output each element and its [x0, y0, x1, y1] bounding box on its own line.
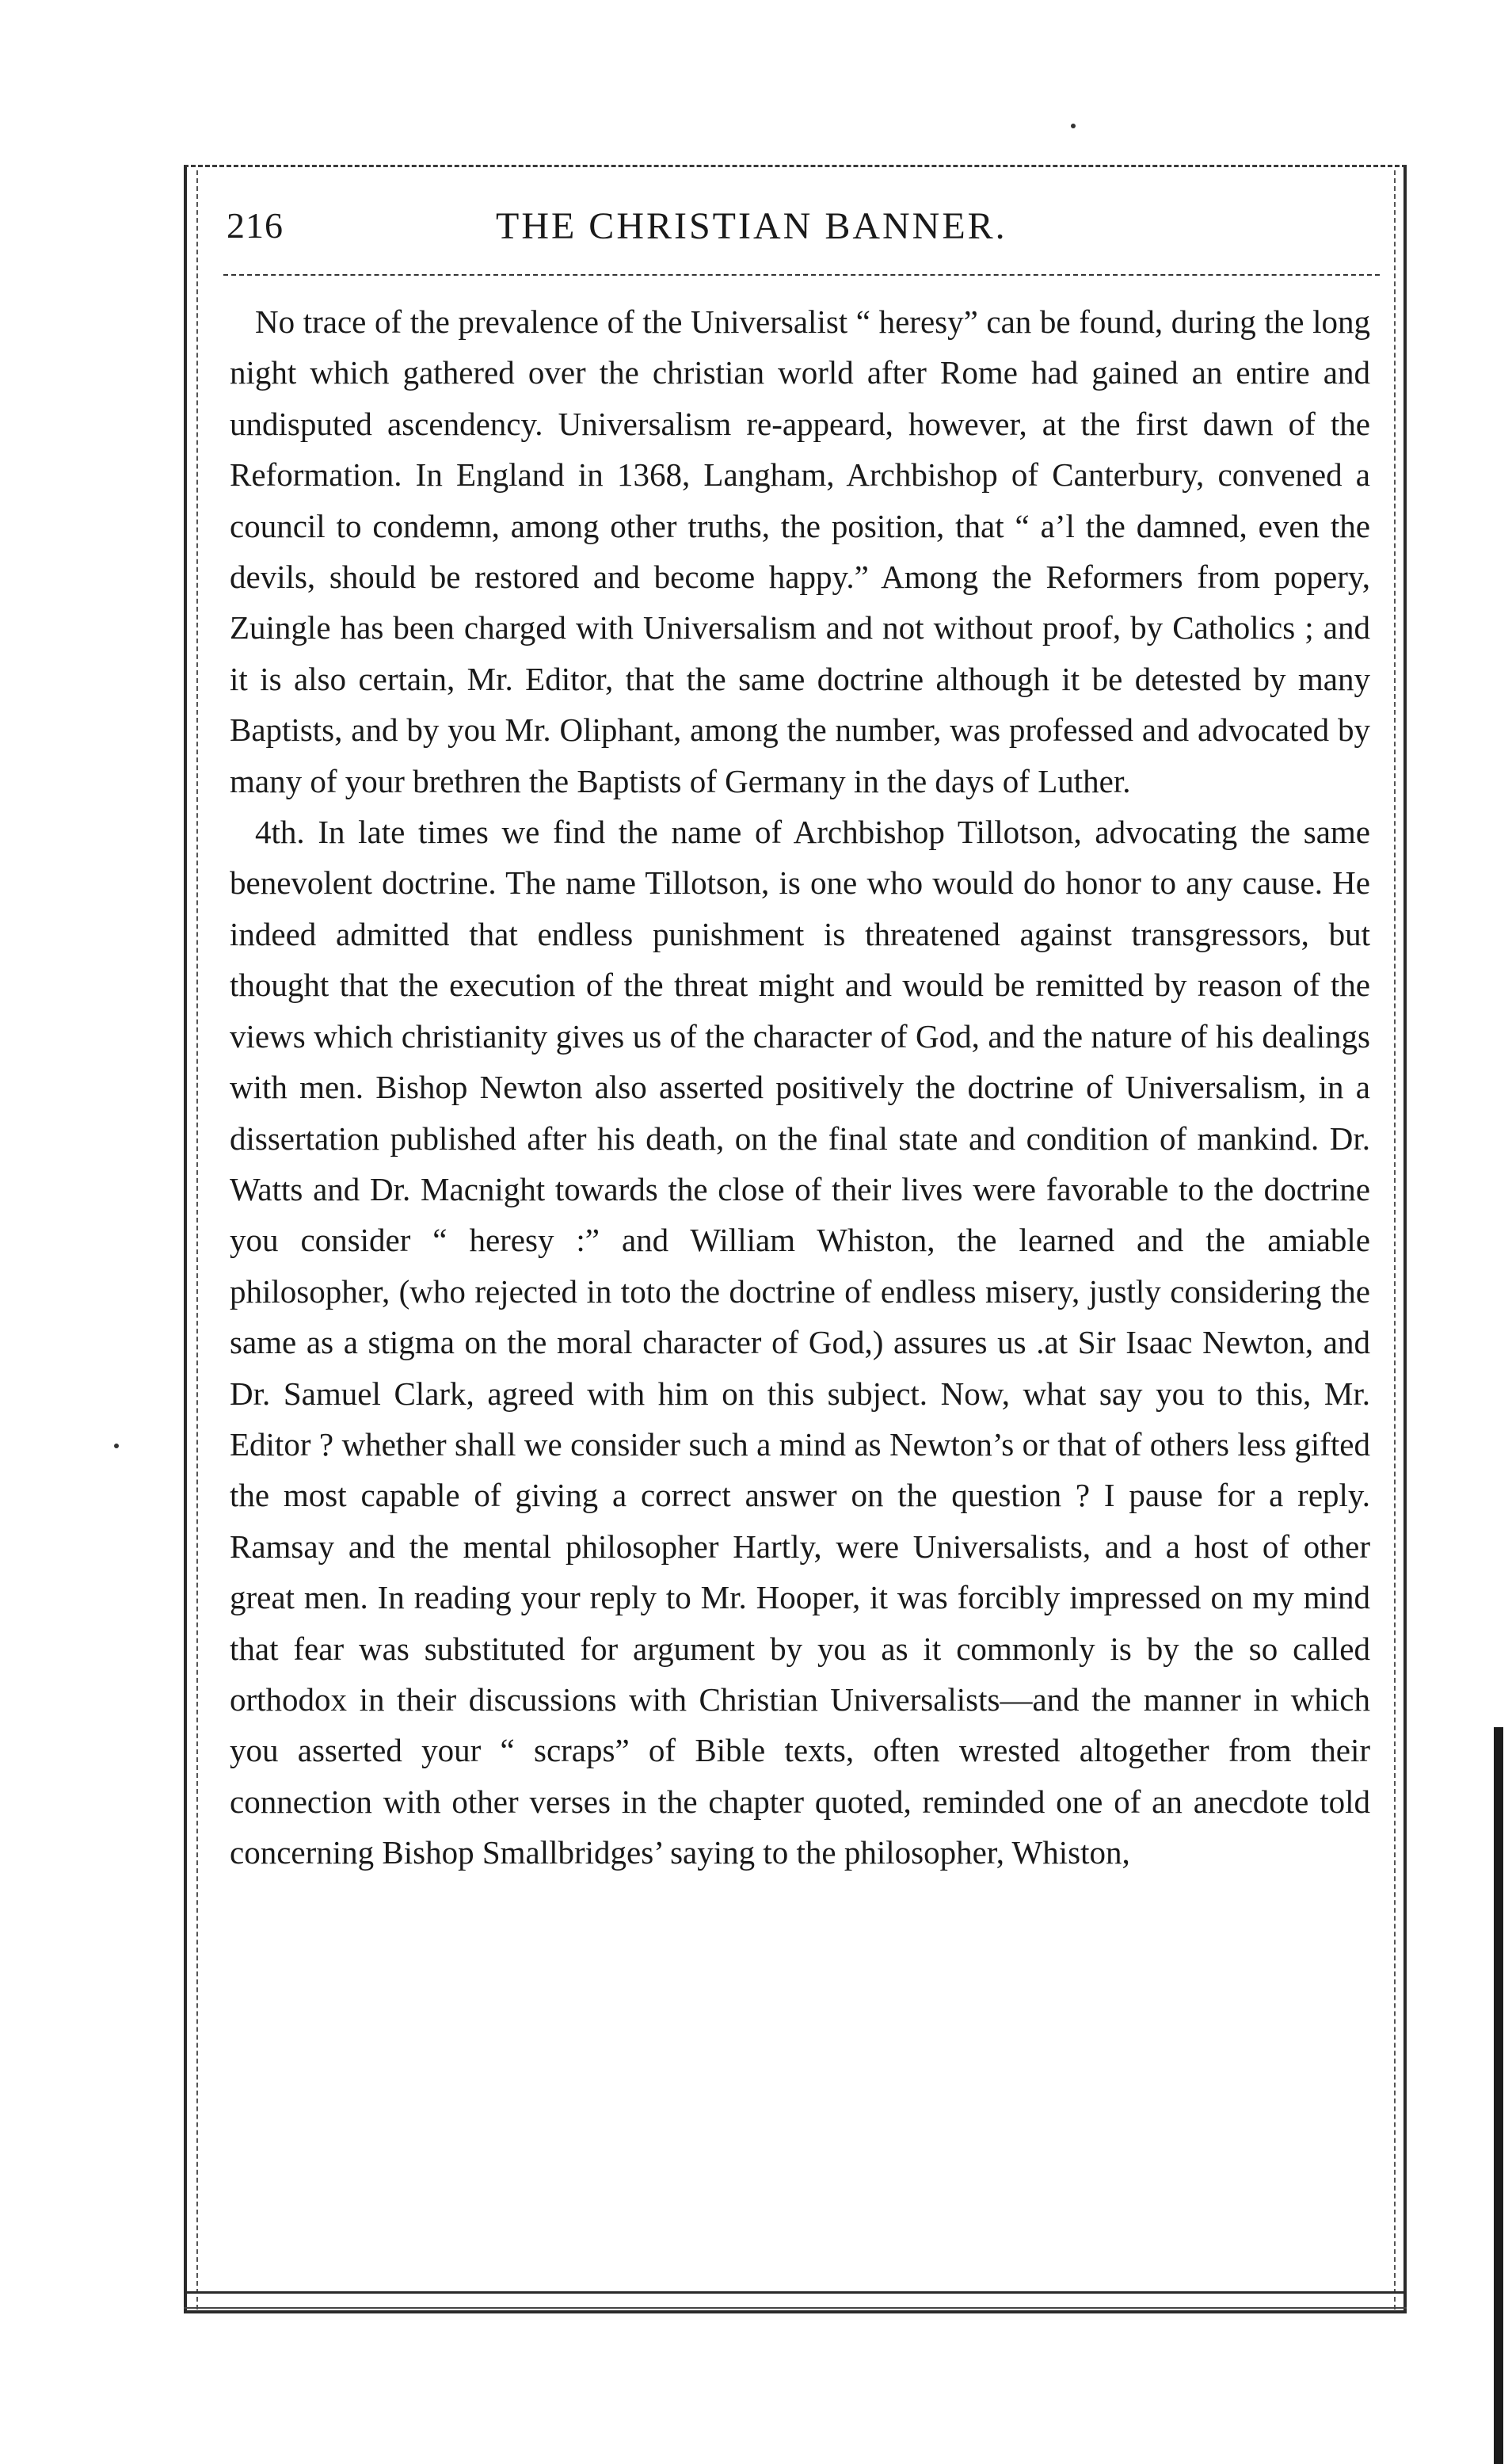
paragraph-fourth-point: 4th. In late times we find the name of Archbishop Tillotson, advocating the same benevolent doctrine. The name Tillotson, is one who would do honor to any cause. He indeed admitted that endless punishment is threatened against transgressors, but thought that the execution of the threat might and would be remitted by reason of the views which christianity gives us of the character of God, and the nature of his dealings with men. Bishop Newton also asserted positively the doctrine of Universalism, in a dissertation published after his death, on the final state and condition of mankind. Dr. Watts and Dr. Macnight towards the close of their lives were favorable to the doctrine you consider “ heresy :” and William Whiston, the learned and the amiable philosopher, (who rejected in toto the doctrine of endless misery, justly considering the same as a stigma on the moral character of God,) assures us .at Sir Isaac Newton, and Dr. Samuel Clark, agreed with him on this subject. Now, what say you to this, Mr. Editor ? whether shall we consider such a mind as Newton’s or that of others less gifted the most capable of giving a correct answer on the question ? I pause for a reply. Ramsay and the mental philosopher Hartly, were Universalists, and a host of other great men. In reading your reply to Mr. Hooper, it was forcibly impressed on my mind that fear was substituted for argument by you as it commonly is by the so called orthodox in their discussions with Christian Universalists—and the manner in which you asserted your “ scraps” of Bible texts, often wrested altogether from their connection with other verses in the chapter quoted, reminded one of an anecdote told concerning Bishop Smallbridges’ saying to the philosopher, Whiston,: [230, 814, 1370, 1871]
scan-speck: [114, 1444, 119, 1448]
scan-spine-shadow: [1494, 1727, 1503, 2464]
page-number: 216: [227, 205, 284, 246]
paragraph-universalism-history: No trace of the prevalence of the Universalist “ heresy” can be found, during the long night which gathered over the christian world after Rome had gained an entire and undisputed ascendency. Universalism re-appeard, however, at the first dawn of the Reformation. In England in 1368, Langham, Archbishop of Canterbury, convened a council to condemn, among other truths, the position, that “ a’l the damned, even the devils, should be restored and become happy.” Among the Reformers from popery, Zuingle has been charged with Universalism and not without proof, by Catholics ; and it is also certain, Mr. Editor, that the same doctrine although it be detested by many Baptists, and by you Mr. Oliphant, among the number, was professed and advocated by many of your brethren the Baptists of Germany in the days of Luther.: [230, 303, 1370, 799]
header-divider: [223, 274, 1380, 276]
article-body: [230, 296, 1370, 1879]
bottom-rule-double: [184, 2307, 1407, 2309]
scan-speck: [1071, 124, 1076, 128]
running-title: THE CHRISTIAN BANNER.: [496, 205, 1007, 247]
inner-left-rule: [196, 170, 198, 2310]
page-header: [227, 204, 1367, 260]
inner-right-rule: [1394, 170, 1396, 2310]
bottom-rule: [184, 2291, 1407, 2294]
